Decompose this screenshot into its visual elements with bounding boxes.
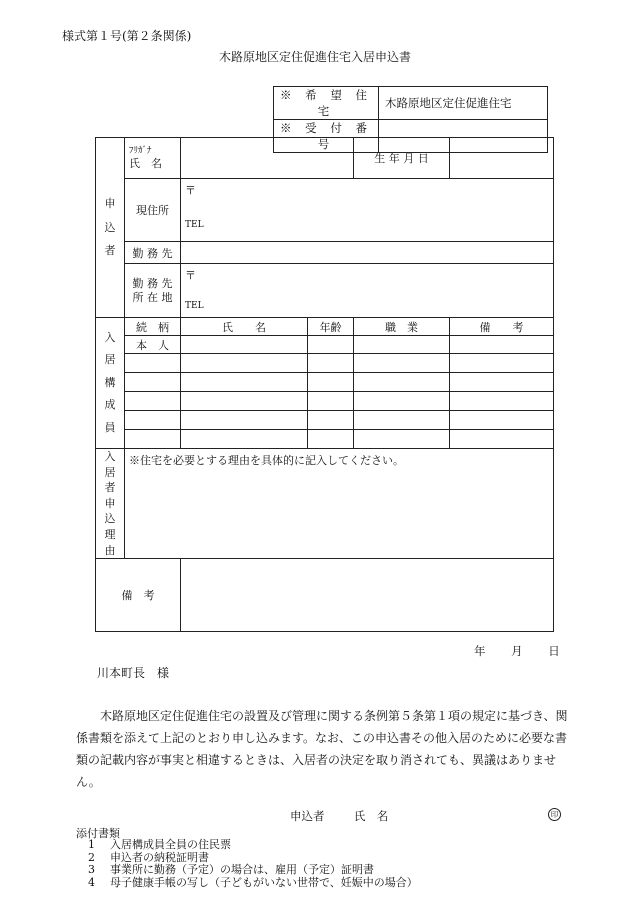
- member-occupation-cell[interactable]: [354, 354, 450, 373]
- member-occupation-cell[interactable]: [354, 411, 450, 430]
- desired-housing-value: 木路原地区定住促進住宅: [379, 87, 548, 120]
- member-age-cell[interactable]: [308, 392, 354, 411]
- table-row: [96, 430, 554, 449]
- workplace-field[interactable]: [181, 242, 554, 264]
- member-occupation-cell[interactable]: [354, 336, 450, 354]
- table-row: [96, 392, 554, 411]
- addressee: 川本町長 様: [97, 666, 170, 680]
- attachments-list: [88, 839, 418, 889]
- member-relation-cell[interactable]: [125, 430, 181, 449]
- member-relation-cell[interactable]: [125, 354, 181, 373]
- member-occupation-cell[interactable]: [354, 373, 450, 392]
- seal-mark-icon: 印: [548, 808, 561, 821]
- member-age-cell[interactable]: [308, 430, 354, 449]
- member-age-cell[interactable]: [308, 336, 354, 354]
- declaration-text: 木路原地区定住促進住宅の設置及び管理に関する条例第５条第１項の規定に基づき、関係書類を添えて上記のとおり申し込みます。なお、この申込書その他入居のために必要な書類の記載内容が事実と相違するときは、入居者の決定を取り消されても、異議はありません。: [76, 709, 568, 789]
- member-remarks-cell[interactable]: [450, 411, 554, 430]
- tel-label: TEL: [185, 220, 204, 230]
- furigana-label: ﾌﾘｶﾞﾅ: [129, 145, 152, 156]
- workplace-label: 勤 務 先: [125, 242, 181, 264]
- applicant-signature-label: 申込者: [290, 809, 325, 823]
- signature-line: [290, 808, 388, 824]
- table-row: [96, 411, 554, 430]
- application-form-table: [95, 137, 554, 632]
- member-name-cell[interactable]: [181, 336, 308, 354]
- list-item: 2 申込者の納税証明書: [88, 850, 209, 864]
- member-relation-cell[interactable]: [125, 373, 181, 392]
- member-name-cell[interactable]: [181, 411, 308, 430]
- list-item: 4 母子健康手帳の写し（子どもがいない世帯で、妊娠中の場合）: [88, 875, 418, 889]
- member-age-cell[interactable]: [308, 373, 354, 392]
- member-name-cell[interactable]: [181, 392, 308, 411]
- members-header-age: 年齢: [308, 318, 354, 336]
- member-name-cell[interactable]: [181, 373, 308, 392]
- postal-mark: 〒: [185, 184, 196, 197]
- address-field[interactable]: [181, 179, 554, 242]
- date-line: 年 月 日: [474, 644, 560, 658]
- name-label-cell: [125, 138, 181, 179]
- member-occupation-cell[interactable]: [354, 392, 450, 411]
- member-age-cell[interactable]: [308, 354, 354, 373]
- member-remarks-cell[interactable]: [450, 430, 554, 449]
- attachments-heading: 添付書類: [76, 827, 120, 840]
- desired-housing-label: ※ 希 望 住 宅: [274, 87, 379, 120]
- reason-prompt: ※住宅を必要とする理由を具体的に記入してください。: [129, 454, 404, 467]
- members-header-relation: 続 柄: [125, 318, 181, 336]
- form-id: 様式第１号(第２条関係): [62, 29, 192, 43]
- table-row: [96, 354, 554, 373]
- member-name-cell[interactable]: [181, 430, 308, 449]
- name-label: 氏 名: [129, 156, 162, 170]
- address-label: 現住所: [125, 179, 181, 242]
- list-item: 3 事業所に勤務（予定）の場合は、雇用（予定）証明書: [88, 863, 374, 876]
- workplace-address-field[interactable]: [181, 264, 554, 318]
- members-header-name: 氏 名: [181, 318, 308, 336]
- receipt-number-label: ※ 受 付 番 号: [274, 120, 379, 153]
- applicant-name-field[interactable]: [181, 138, 354, 179]
- reason-side-label: 入 居 者 申 込 理 由: [96, 449, 125, 559]
- applicant-side-label: 申 込 者: [96, 138, 125, 318]
- dob-field[interactable]: [450, 138, 554, 179]
- members-header-remarks: 備 考: [450, 318, 554, 336]
- member-relation-cell[interactable]: [125, 411, 181, 430]
- member-remarks-cell[interactable]: [450, 336, 554, 354]
- list-item: 1 入居構成員全員の住民票: [88, 838, 231, 851]
- member-relation-cell[interactable]: 本 人: [125, 336, 181, 354]
- page-title: 木路原地区定住促進住宅入居申込書: [218, 50, 411, 64]
- reason-field[interactable]: [125, 449, 554, 559]
- remarks-label: 備 考: [96, 559, 181, 632]
- postal-mark: 〒: [185, 269, 196, 282]
- member-remarks-cell[interactable]: [450, 354, 554, 373]
- member-occupation-cell[interactable]: [354, 430, 450, 449]
- dob-label: 生 年 月 日: [354, 138, 450, 179]
- tel-label: TEL: [185, 301, 204, 311]
- remarks-field[interactable]: [181, 559, 554, 632]
- member-remarks-cell[interactable]: [450, 392, 554, 411]
- member-relation-cell[interactable]: [125, 392, 181, 411]
- member-name-cell[interactable]: [181, 354, 308, 373]
- members-header-occupation: 職 業: [354, 318, 450, 336]
- member-remarks-cell[interactable]: [450, 373, 554, 392]
- table-row: [96, 336, 554, 354]
- members-side-label: 入 居 構 成 員: [96, 318, 125, 449]
- table-row: [96, 373, 554, 392]
- workplace-address-label: 勤 務 先 所 在 地: [125, 264, 181, 318]
- member-age-cell[interactable]: [308, 411, 354, 430]
- signature-name-label: 氏 名: [353, 809, 389, 823]
